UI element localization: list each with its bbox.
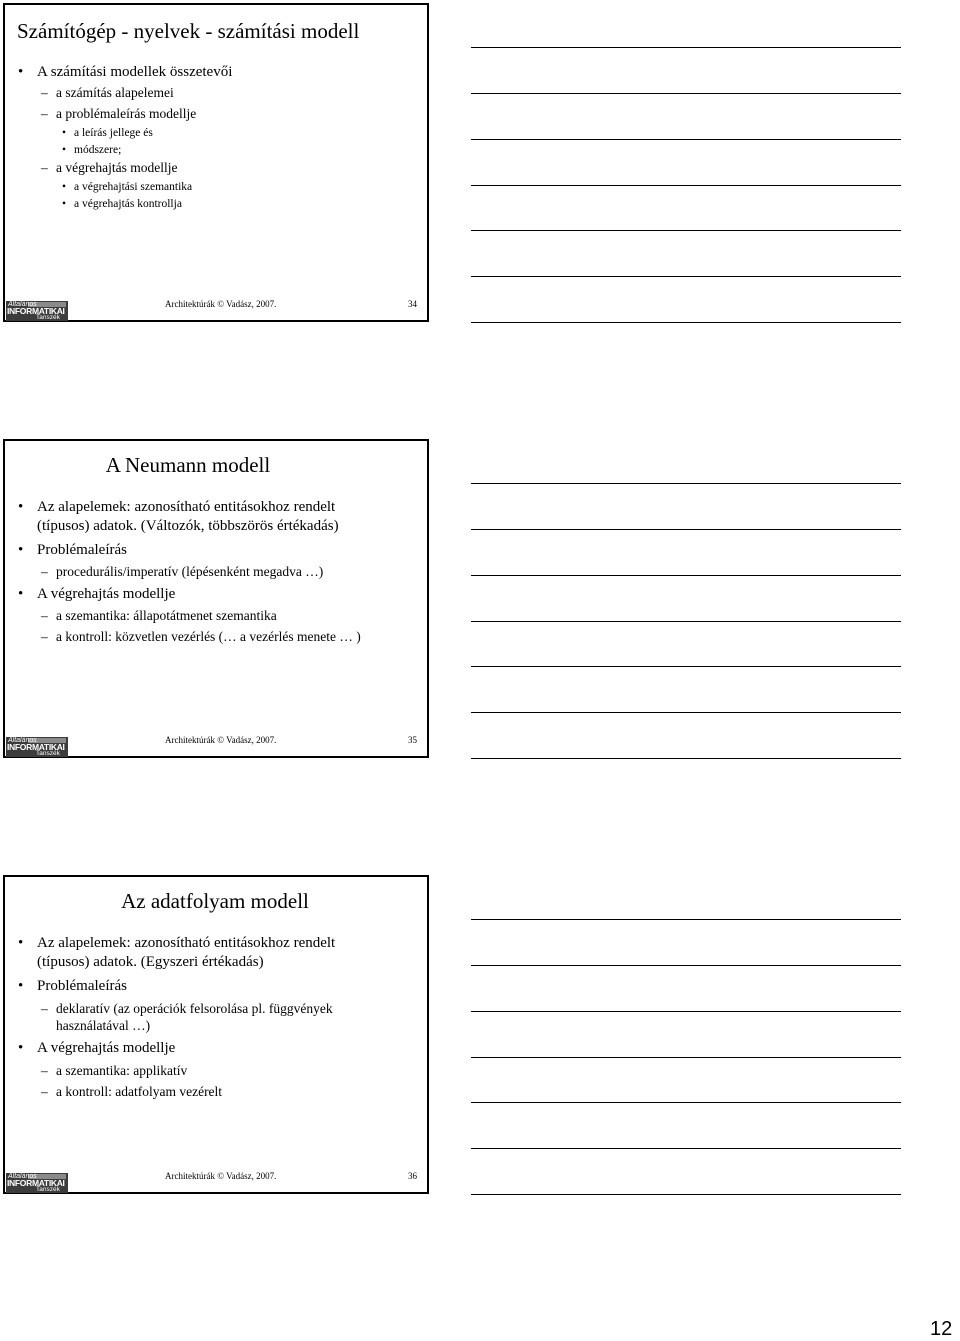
note-line [471, 1194, 901, 1195]
list-item: Az alapelemek: azonosítható entitásokhoz rendelt [37, 499, 336, 515]
note-line [471, 621, 901, 622]
note-line [471, 1102, 901, 1103]
bullet-icon [18, 934, 23, 953]
list-item: a szemantika: állapotátmenet szemantika [56, 608, 277, 623]
note-line [471, 139, 901, 140]
list-item: a szemantika: applikatív [56, 1063, 188, 1078]
dash-icon [41, 84, 48, 102]
list-item: deklaratív (az operációk felsorolása pl. függvények [56, 1001, 333, 1016]
note-line [471, 1057, 901, 1058]
dash-icon [41, 628, 48, 646]
slide-title: A Neumann modell [105, 453, 271, 477]
list-item: a kontroll: adatfolyam vezérelt [56, 1084, 223, 1099]
slide-title: Számítógép - nyelvek - számítási modell [17, 19, 360, 43]
note-line [471, 529, 901, 530]
list-item: használatával …) [56, 1018, 151, 1033]
slide-footer: Architektúrák © Vadász, 2007. [165, 299, 277, 309]
note-line [471, 666, 901, 667]
list-item: A végrehajtás modellje [37, 1040, 176, 1056]
bullet-icon [62, 142, 66, 158]
slide-footer: Architektúrák © Vadász, 2007. [165, 735, 277, 745]
note-line [471, 575, 901, 576]
note-line [471, 712, 901, 713]
bullet-icon [18, 498, 23, 517]
list-item: Problémaleírás [37, 978, 127, 994]
bullet-icon [62, 196, 66, 212]
list-item: a leírás jellege és [74, 127, 153, 139]
note-line [471, 93, 901, 94]
note-line [471, 1148, 901, 1149]
note-line [471, 483, 901, 484]
list-item: Az alapelemek: azonosítható entitásokhoz rendelt [37, 935, 336, 951]
dash-icon [41, 105, 48, 123]
list-item: a számítás alapelemei [56, 85, 174, 100]
slide-footer: Architektúrák © Vadász, 2007. [165, 1171, 277, 1181]
list-item: procedurális/imperatív (lépésenként megadva …) [56, 564, 324, 579]
slide-title: Az adatfolyam modell [121, 889, 309, 913]
bullet-icon [18, 977, 23, 996]
department-logo: Általános INFORMATIKAI Tanszék [6, 737, 68, 757]
note-line [471, 47, 901, 48]
list-item: a végrehajtás modellje [56, 160, 178, 175]
page-number: 12 [930, 1318, 953, 1340]
list-item: A végrehajtás modellje [37, 586, 176, 602]
list-item: a kontroll: közvetlen vezérlés (… a vezérlés menete … ) [56, 629, 361, 644]
department-logo: Általános INFORMATIKAI Tanszék [6, 301, 68, 321]
note-line [471, 322, 901, 323]
list-item: a végrehajtási szemantika [74, 181, 193, 193]
list-item: módszere; [74, 144, 122, 156]
bullet-icon [18, 1039, 23, 1058]
note-line [471, 185, 901, 186]
note-line [471, 230, 901, 231]
bullet-icon [62, 179, 66, 195]
dash-icon [41, 1000, 48, 1018]
dash-icon [41, 607, 48, 625]
slide-34 [3, 3, 429, 322]
slide-35 [3, 439, 429, 758]
dash-icon [41, 563, 48, 581]
list-item: a végrehajtás kontrollja [74, 198, 182, 210]
bullet-icon [18, 585, 23, 604]
slide-number: 36 [408, 1171, 417, 1181]
slide-36 [3, 875, 429, 1194]
dash-icon [41, 1083, 48, 1101]
dash-icon [41, 159, 48, 177]
dash-icon [41, 1062, 48, 1080]
list-item: a problémaleírás modellje [56, 106, 197, 121]
list-item: A számítási modellek összetevői [37, 64, 233, 80]
list-item: (típusos) adatok. (Változók, többszörös értékadás) [37, 518, 339, 534]
slide-number: 34 [408, 299, 417, 309]
note-line [471, 276, 901, 277]
list-item: Problémaleírás [37, 542, 127, 558]
bullet-icon [18, 63, 23, 82]
bullet-icon [62, 125, 66, 141]
list-item: (típusos) adatok. (Egyszeri értékadás) [37, 954, 264, 970]
note-line [471, 965, 901, 966]
note-line [471, 758, 901, 759]
bullet-icon [18, 541, 23, 560]
slide-number: 35 [408, 735, 417, 745]
note-line [471, 1011, 901, 1012]
department-logo: Általános INFORMATIKAI Tanszék [6, 1173, 68, 1193]
note-line [471, 919, 901, 920]
